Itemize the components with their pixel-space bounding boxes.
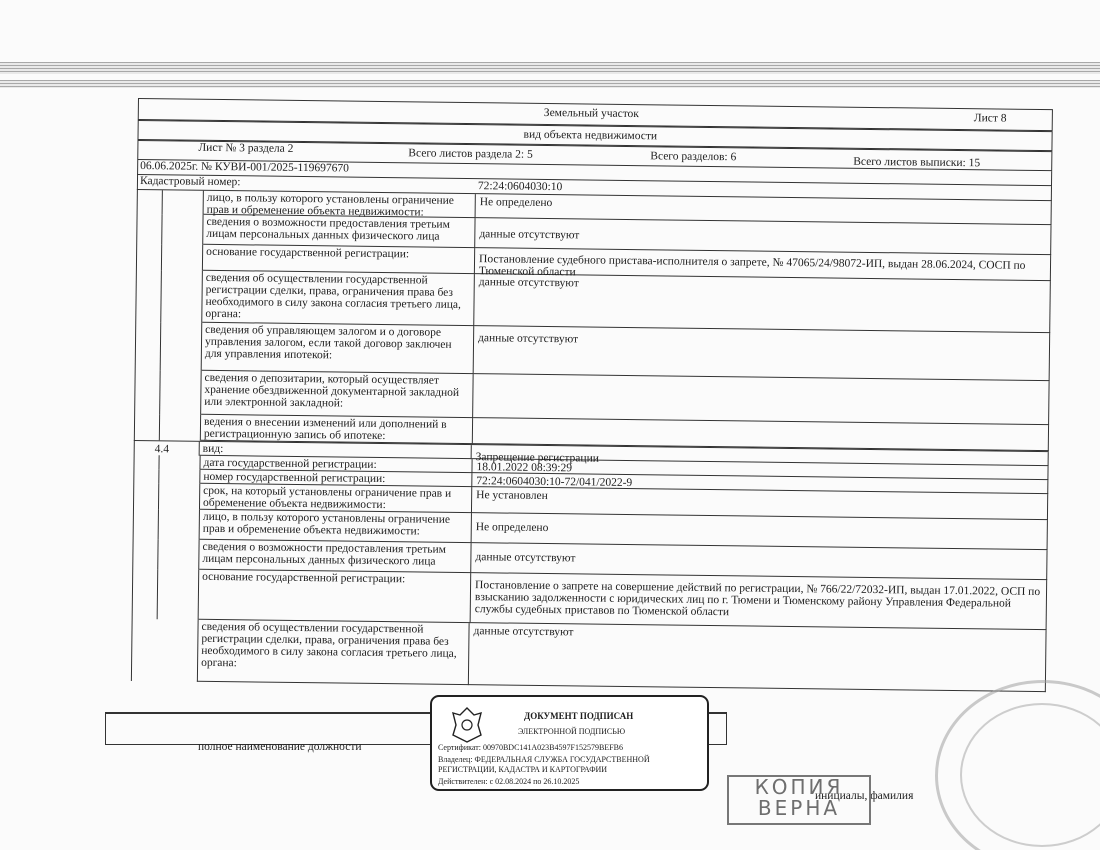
field-label: сведения о депозитарии, который осуществляет хранение обездвиженной документарной закладной или электронной закладной: [201, 371, 474, 418]
field-label: номер государственной регистрации: [200, 470, 472, 487]
section-number: 4.4 [135, 441, 200, 456]
stamp-subtitle: ЭЛЕКТРОННОЙ ПОДПИСЬЮ [518, 727, 626, 736]
field-value: данные отсутствуют [474, 326, 1051, 381]
stamp-title: ДОКУМЕНТ ПОДПИСАН [524, 711, 634, 721]
scan-artifact [0, 62, 1100, 74]
field-value [473, 374, 1049, 425]
extract-document [131, 98, 1053, 692]
sections-total: Всего разделов: 6 [650, 150, 737, 164]
cadastral-number: 72:24:0604030:10 [477, 180, 563, 194]
field-value: Постановление о запрете на совершение действий по регистрации, № 766/22/72032-ИП, выдан 17.01.2022, ОСП по взысканию задолженности с юридических лиц по г. Тюмени и Тюменскому району Управления Федеральной службы судебных приставов по Тюменской области [471, 573, 1048, 630]
field-value: данные отсутствуют [471, 543, 1047, 580]
field-label: сведения об осуществлении государственной регистрации сделки, права, ограничения права без необходимого в силу закона согласия третьего лица, органа: [202, 271, 475, 326]
object-type: Земельный участок [543, 106, 640, 121]
field-label: ведения о внесении изменений или дополнений в регистрационную запись об ипотеке: [201, 415, 473, 444]
extract-reference: 06.06.2025г. № КУВИ-001/2025-119697670 [140, 160, 349, 175]
stamp-owner: Владелец: ФЕДЕРАЛЬНАЯ СЛУЖБА ГОСУДАРСТВЕННОЙ РЕГИСТРАЦИИ, КАДАСТРА И КАРТОГРАФИИ [438, 755, 650, 774]
initials-label: инициалы, фамилия [815, 790, 914, 802]
section-sheets-total: Всего листов раздела 2: 5 [408, 147, 533, 161]
cadastral-label: Кадастровый номер: [139, 175, 241, 189]
field-label: сведения о возможности предоставления третьим лицам персональных данных физического лица [199, 540, 471, 573]
field-value: данные отсутствуют [469, 623, 1047, 692]
copy-stamp-line1: КОПИЯ [754, 775, 844, 799]
electronic-signature-stamp [430, 695, 709, 791]
field-value: данные отсутствуют [475, 218, 1051, 255]
stamp-certificate: Сертификат: 00970BDC141A023B4597F152579BEFB6 [438, 743, 623, 752]
field-value: Не установлен [472, 487, 1048, 520]
field-label: основание государственной регистрации: [199, 570, 472, 623]
field-label: дата государственной регистрации: [200, 456, 472, 473]
field-value: данные отсутствуют [474, 274, 1051, 333]
field-value: Постановление судебного пристава-исполнителя о запрете, № 47065/24/98072-ИП, выдан 28.06.2024, СОСП по Тюменской области [475, 248, 1051, 281]
encumbrance-table [131, 190, 1052, 692]
field-label: срок, на который установлены ограничение прав и обременение объекта недвижимости: [200, 484, 472, 513]
table-row [131, 619, 1047, 692]
field-value: 72:24:0604030:10-72/041/2022-9 [472, 473, 1048, 494]
field-label: сведения об осуществлении государственной регистрации сделки, права, ограничения права без необходимого в силу закона согласия третьего лица, органа: [197, 620, 470, 685]
field-label: вид: [200, 442, 472, 459]
round-seal [935, 680, 1100, 850]
stamp-validity: Действителен: с 02.08.2024 по 26.10.2025 [438, 777, 580, 786]
scan-artifact [0, 80, 1100, 88]
field-value: 18.01.2022 08:39:29 [472, 459, 1048, 480]
field-label: сведения об управляющем залогом и о договоре управления залогом, если такой договор заключен для управления ипотекой: [202, 323, 475, 374]
emblem-icon [450, 705, 484, 745]
kind-label: вид объекта недвижимости [523, 128, 658, 143]
extract-sheets-total: Всего листов выписки: 15 [853, 155, 981, 170]
field-label: лицо, в пользу которого установлены ограничение прав и обременение объекта недвижимости: [200, 510, 472, 543]
section-sheet: Лист № 3 раздела 2 [198, 141, 294, 155]
copy-stamp-line2: ВЕРНА [757, 796, 841, 820]
field-label: лицо, в пользу которого установлены ограничение прав и обременение объекта недвижимости: [204, 191, 476, 218]
field-value: Не определено [472, 513, 1048, 550]
copy-certified-stamp [727, 775, 871, 825]
field-value: Не определено [476, 194, 1052, 225]
field-label: сведения о возможности предоставления третьим лицам персональных данных физического лица [203, 215, 475, 248]
position-label: полное наименование должности [198, 741, 362, 753]
sheet-number: Лист 8 [973, 112, 1007, 125]
field-label: основание государственной регистрации: [203, 245, 475, 274]
field-value: Запрещение регистрации [472, 445, 1049, 466]
